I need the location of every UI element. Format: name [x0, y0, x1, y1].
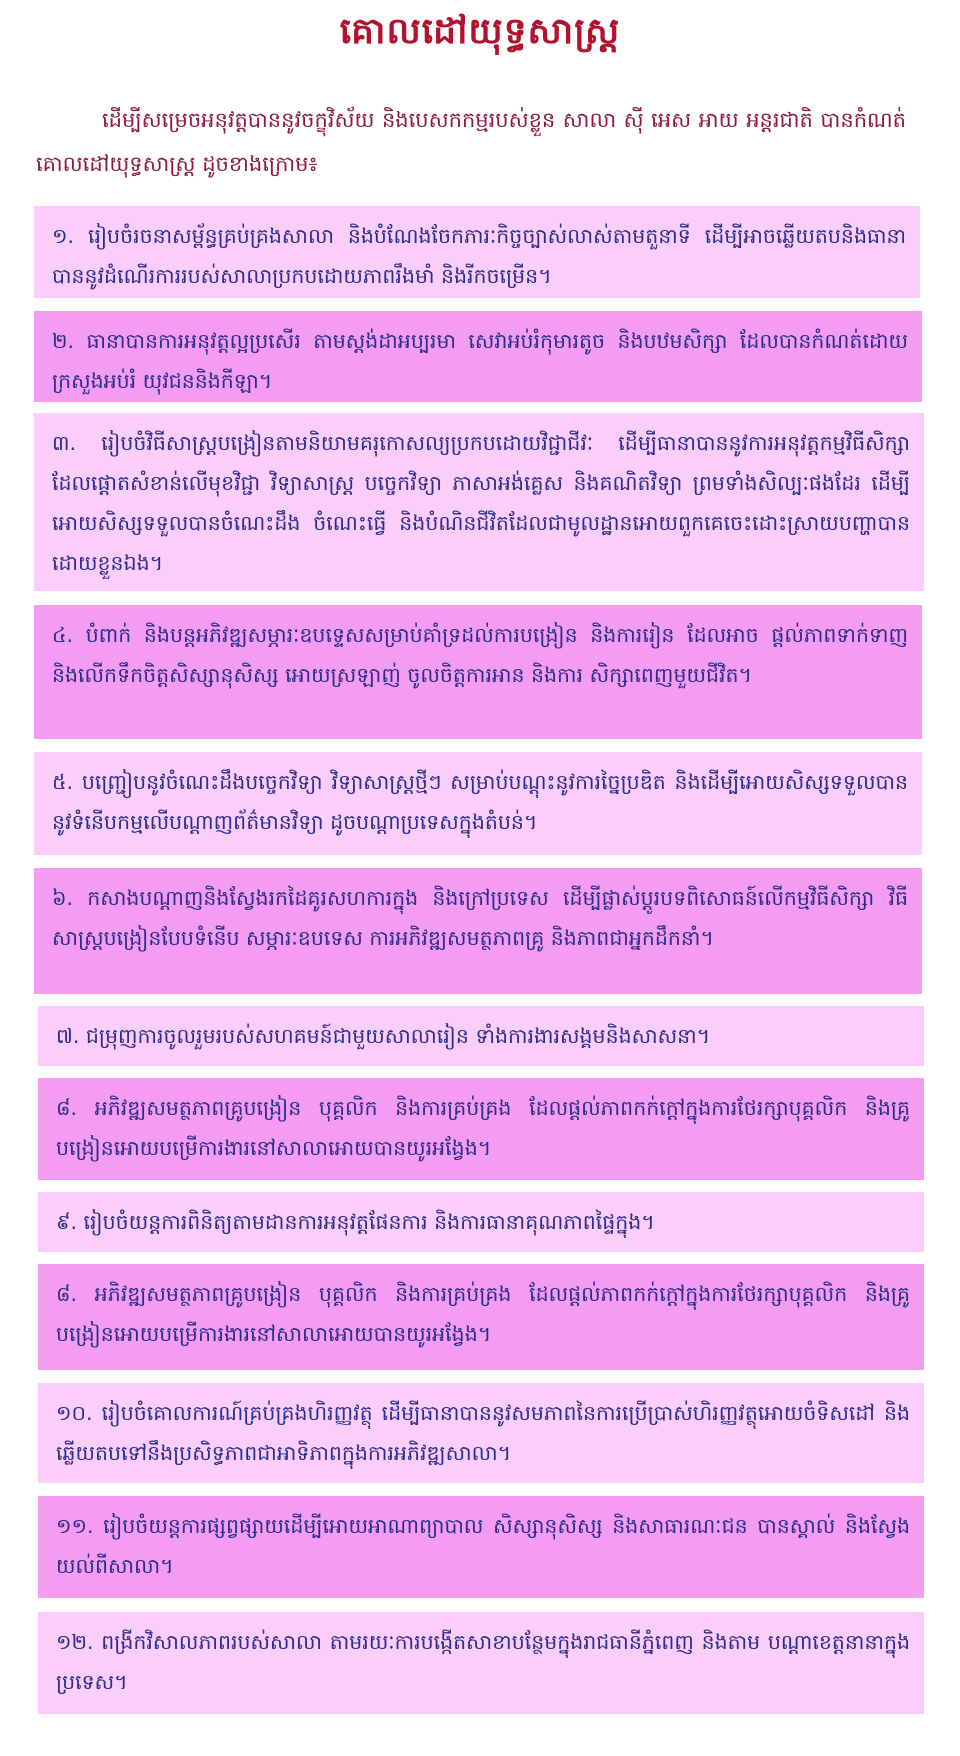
goal-item-3: ៣. រៀបចំវិធីសាស្ត្របង្រៀនតាមនិយាមគរុកោសល្យប្រកបដោយវិជ្ជាជីវៈ ដើម្បីធានាបាននូវការអនុវត្តកម្មវិធីសិក្សាដែលផ្តោតសំខាន់លើមុខវិជ្ជា វិទ្យាសាស្ត្រ បច្ចេកវិទ្យា ភាសាអង់គ្លេស និងគណិតវិទ្យា ព្រមទាំងសិល្បៈផងដែរ ដើម្បីអោយសិស្សទទួលបានចំណេះដឹង ចំណេះធ្វើ និងបំណិនជីវិតដែលជាមូលដ្ឋានអោយពួកគេចេះដោះស្រាយបញ្ហាបានដោយខ្លួនឯង។ [34, 413, 924, 591]
goal-item-2: ២. ធានាបានការអនុវត្តល្អប្រសើរ តាមស្តង់ដាអប្បរមា សេវាអប់រំកុមារតូច និងបឋមសិក្សា ដែលបានកំណត់ដោយក្រសួងអប់រំ យុវជននិងកីឡា។ [34, 311, 922, 402]
goal-item-12: ១២. ពង្រីកវិសាលភាពរបស់សាលា តាមរយៈការបង្កើតសាខាបន្ថែមក្នុងរាជធានីភ្នំពេញ និងតាម បណ្តាខេត្តនានាក្នុងប្រទេស។ [38, 1612, 924, 1714]
goal-item-7: ៧. ជម្រុញការចូលរួមរបស់សហគមន៍ជាមួយសាលារៀន ទាំងការងារសង្គមនិងសាសនា។ [38, 1006, 924, 1066]
page-title: គោលដៅយុទ្ធសាស្ត្រ [339, 11, 621, 52]
goal-item-10: ១០. រៀបចំគោលការណ៍គ្រប់គ្រងហិរញ្ញវត្ថុ ដើម្បីធានាបាននូវសមភាពនៃការប្រើប្រាស់ហិរញ្ញវត្ថុអោយចំទិសដៅ និងឆ្លើយតបទៅនឹងប្រសិទ្ធភាពជាអាទិភាពក្នុងការអភិវឌ្ឍសាលា។ [38, 1383, 924, 1483]
goal-item-8: ៨. អភិវឌ្ឍសមត្ថភាពគ្រូបង្រៀន បុគ្គលិក និងការគ្រប់គ្រង ដែលផ្តល់ភាពកក់ក្តៅក្នុងការថែរក្សាបុគ្គលិក និងគ្រូបង្រៀនអោយបម្រើការងារនៅសាលាអោយបានយូរអង្វែង។ [38, 1078, 924, 1180]
goal-item-5: ៥. បញ្ជ្រៀបនូវចំណេះដឹងបច្ចេកវិទ្យា វិទ្យាសាស្ត្រថ្មីៗ សម្រាប់បណ្តុះនូវការច្នៃប្រឌិត និងដើម្បីអោយសិស្សទទួលបាននូវទំនើបកម្មលើបណ្តាញព័ត៌មានវិទ្យា ដូចបណ្តាប្រទេសក្នុងតំបន់។ [34, 752, 922, 855]
goal-item-8-repeat: ៨. អភិវឌ្ឍសមត្ថភាពគ្រូបង្រៀន បុគ្គលិក និងការគ្រប់គ្រង ដែលផ្តល់ភាពកក់ក្តៅក្នុងការថែរក្សាបុគ្គលិក និងគ្រូបង្រៀនអោយបម្រើការងារនៅសាលាអោយបានយូរអង្វែង។ [38, 1264, 924, 1370]
goal-item-4: ៤. បំពាក់ និងបន្តអភិវឌ្ឍសម្ភារៈឧបទ្ទេសសម្រាប់គាំទ្រដល់ការបង្រៀន និងការរៀន ដែលអាច ផ្តល់ភាពទាក់ទាញ និងលើកទឹកចិត្តសិស្សានុសិស្ស អោយស្រឡាញ់ ចូលចិត្តការអាន និងការ សិក្សាពេញមួយជីវិត។ [34, 605, 922, 739]
goal-item-9: ៩. រៀបចំយន្តការពិនិត្យតាមដានការអនុវត្តផែនការ និងការធានាគុណភាពផ្ទៃក្នុង។ [38, 1192, 924, 1252]
intro-paragraph: ដើម្បីសម្រេចអនុវត្តបាននូវចក្ខុវិស័យ និងបេសកកម្មរបស់ខ្លួន សាលា ស៊ី អេស អាយ អន្តរជាតិ បានកំណត់គោលដៅយុទ្ធសាស្ត្រ ដូចខាងក្រោម៖ [36, 108, 906, 176]
goal-item-1: ១. រៀបចំរចនាសម្ព័ន្ធគ្រប់គ្រងសាលា និងបំណែងចែកភារៈកិច្ចច្បាស់លាស់តាមតួនាទី ដើម្បីអាចឆ្លើយតបនិងធានាបាននូវដំណើរការរបស់សាលាប្រកបដោយភាពរឹងមាំ និងរីកចម្រើន។ [34, 206, 920, 298]
goal-item-6: ៦. កសាងបណ្តាញនិងស្វែងរកដៃគូរសហការក្នុង និងក្រៅប្រទេស ដើម្បីផ្លាស់ប្តូរបទពិសោធន៍លើកម្មវិធីសិក្សា វិធីសាស្ត្របង្រៀនបែបទំនើប សម្ភារៈឧបទេស ការអភិវឌ្ឍសមត្ថភាពគ្រូ និងភាពជាអ្នកដឹកនាំ។ [34, 868, 922, 994]
goal-item-11: ១១. រៀបចំយន្តការផ្សព្វផ្សាយដើម្បីអោយអាណាព្យាបាល សិស្សានុសិស្ស និងសាធារណៈជន បានស្គាល់ និងស្វែងយល់ពីសាលា។ [38, 1496, 924, 1598]
